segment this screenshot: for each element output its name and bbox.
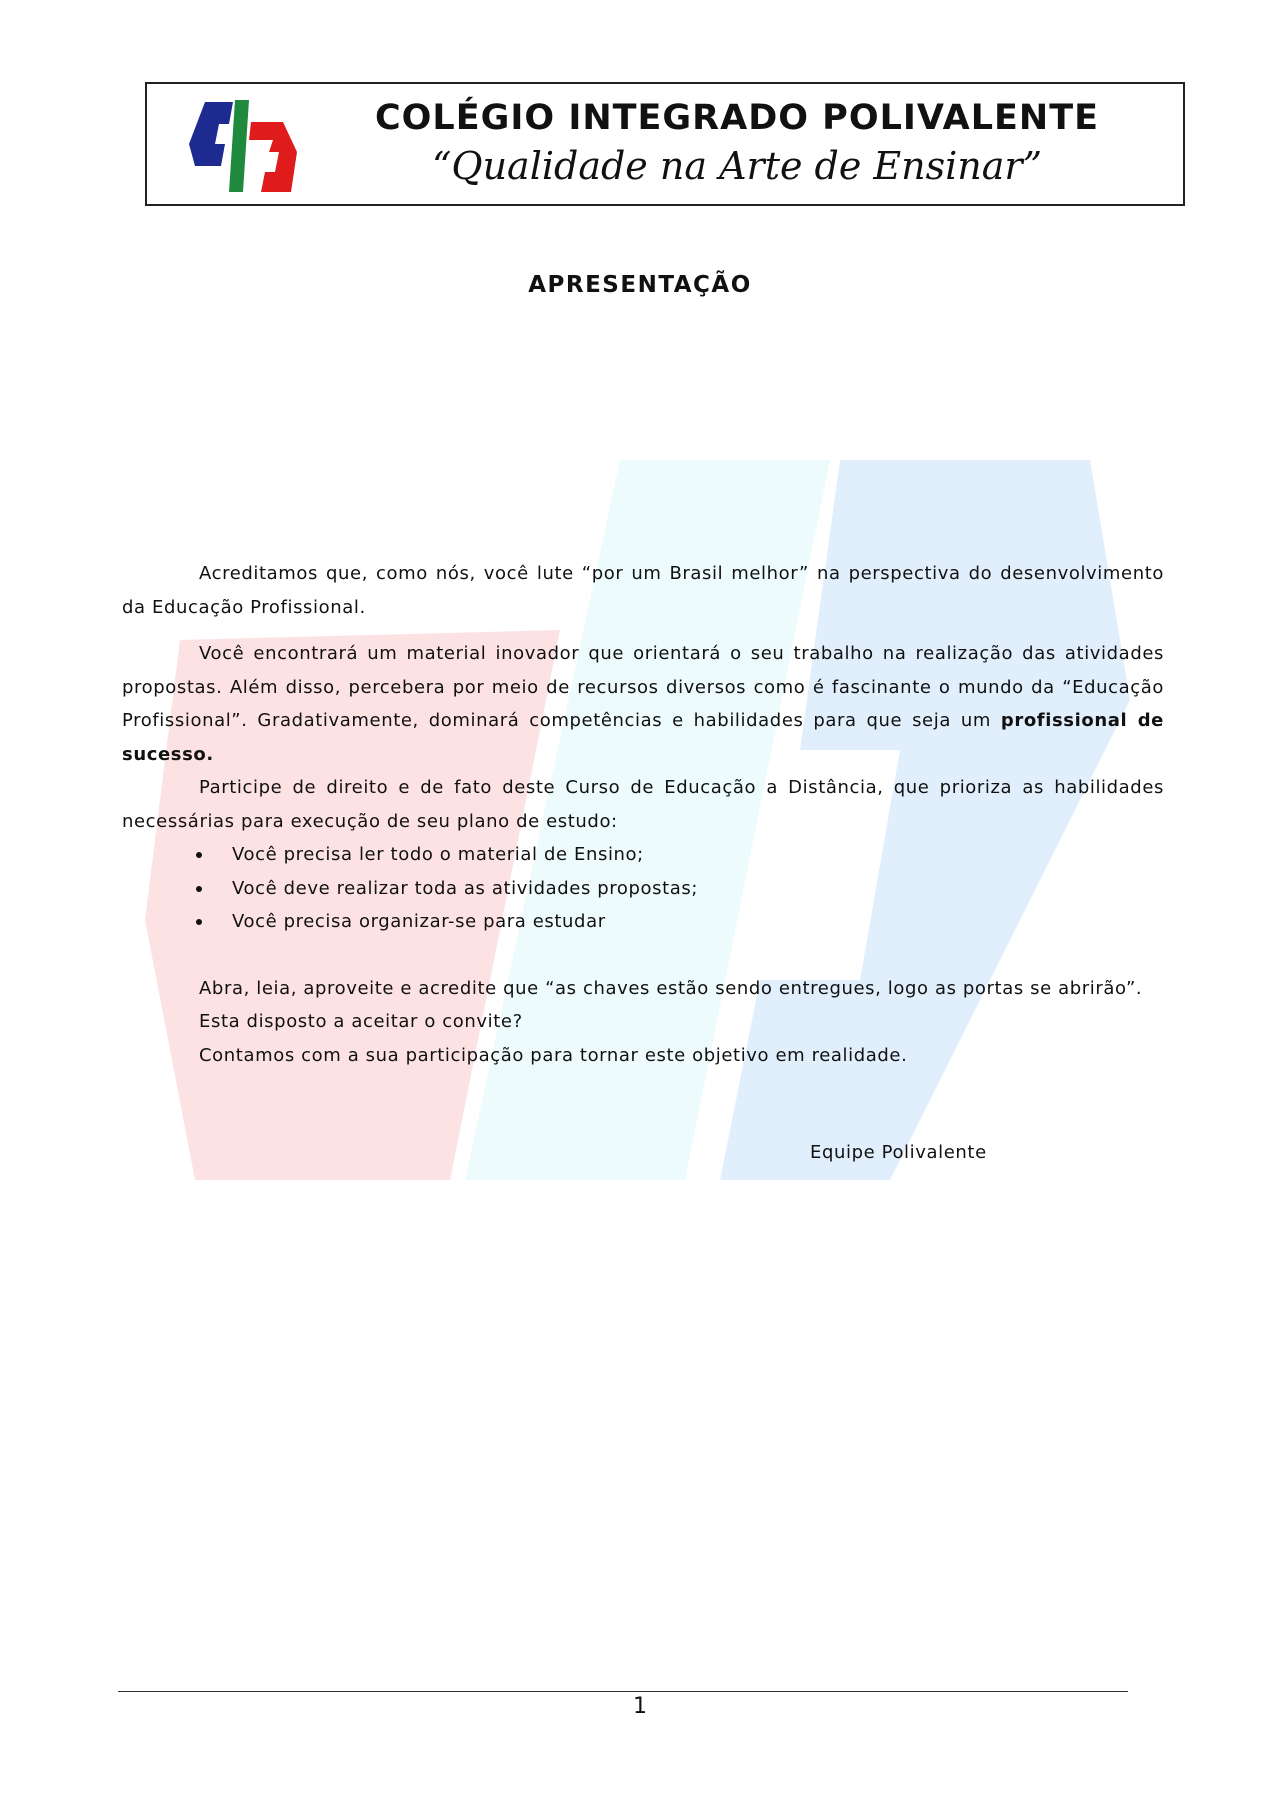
presentation-text	[122, 557, 1164, 1072]
closing-line-2: Esta disposto a aceitar o convite?	[199, 1011, 523, 1032]
paragraph-2-text: Você encontrará um material inovador que orientará o seu trabalho na realização das atividades propostas. Além disso, percebera por meio de recursos diversos como é fascinante o mundo da “Educação Profissional”. Gradativamente, dominará competências e habilidades para que seja um	[122, 643, 1164, 731]
school-name: COLÉGIO INTEGRADO POLIVALENTE	[374, 98, 1099, 138]
list-item: Você precisa ler todo o material de Ensino;	[194, 838, 1164, 872]
paragraph-3: Participe de direito e de fato deste Curso de Educação a Distância, que prioriza as habilidades necessárias para execução de seu plano de estudo:	[122, 777, 1164, 832]
letterhead	[145, 82, 1185, 206]
school-motto: “Qualidade na Arte de Ensinar”	[431, 144, 1043, 188]
closing-line-3: Contamos com a sua participação para tornar este objetivo em realidade.	[199, 1044, 908, 1066]
paragraph-2-bold: profissional de sucesso.	[122, 710, 1164, 765]
list-item: Você deve realizar toda as atividades propostas;	[194, 872, 1164, 906]
footer-divider	[118, 1691, 1128, 1692]
closing-line-1: Abra, leia, aproveite e acredite que “as chaves estão sendo entregues, logo as portas se abrirão”.	[199, 977, 1143, 999]
page-number: 1	[633, 1694, 647, 1719]
list-item: Você precisa organizar-se para estudar	[194, 905, 1164, 939]
signature: Equipe Polivalente	[810, 1142, 987, 1163]
paragraph-1: Acreditamos que, como nós, você lute “por um Brasil melhor” na perspectiva do desenvolvimento da Educação Profissional.	[122, 563, 1164, 618]
requirements-list	[122, 838, 1164, 939]
school-logo-icon	[187, 100, 299, 192]
paragraph-2	[122, 637, 1164, 771]
page-title: APRESENTAÇÃO	[528, 272, 752, 298]
